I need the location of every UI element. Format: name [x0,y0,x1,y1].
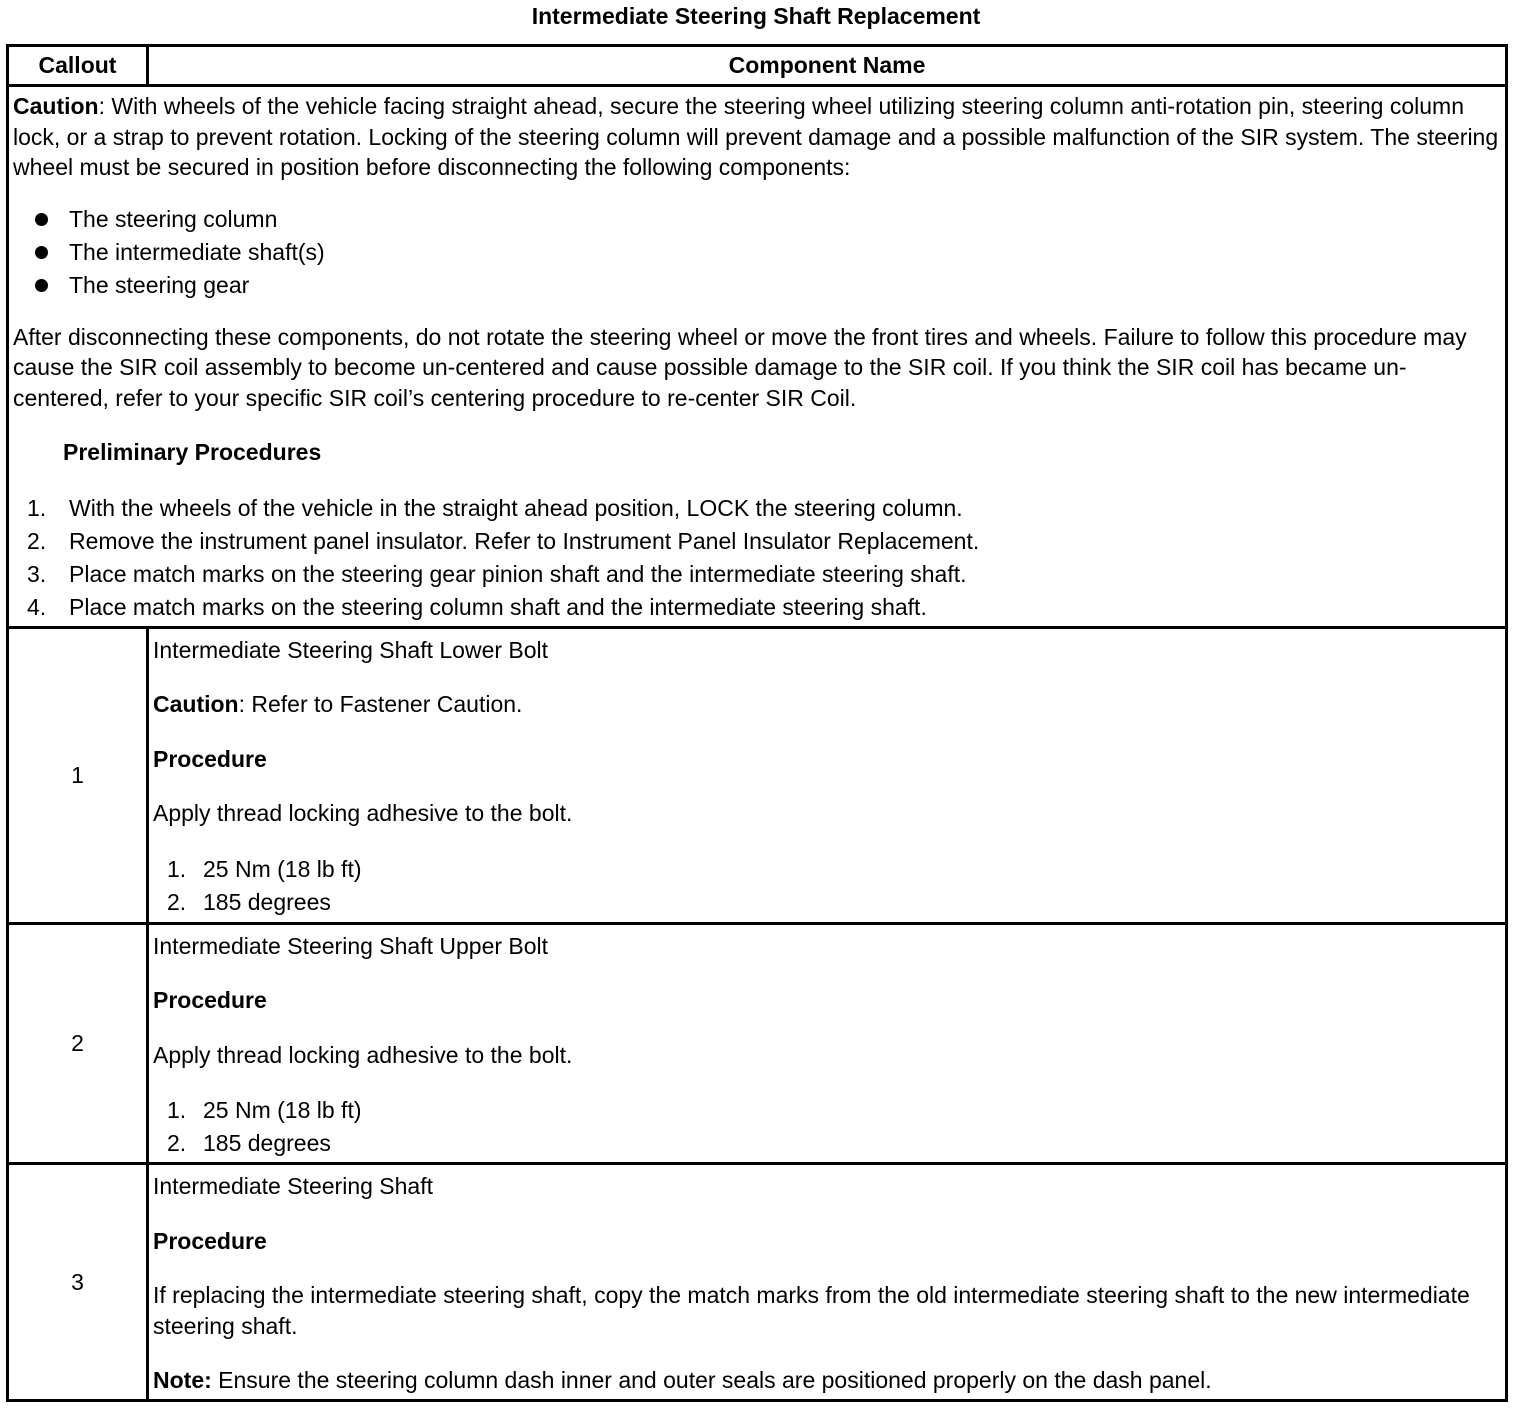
list-item: The steering column [31,203,1501,236]
procedure-text: Apply thread locking adhesive to the bolt. [153,800,573,826]
page-title: Intermediate Steering Shaft Replacement [531,3,981,29]
list-item: 1. 25 Nm (18 lb ft) [167,855,362,882]
table-row [8,627,1507,923]
list-item: 1. 25 Nm (18 lb ft) [167,1097,362,1123]
caution-text: : With wheels of the vehicle facing straight ahead, secure the steering wheel utilizing steering column anti-rotation pin, steering column lock, or a strap to prevent rotation. Locking of the steering column will prevent damage and a possible malfunction of the SIR system. The steering wheel must be secured in position before disconnecting the following components: [13,93,1499,180]
component-name: Intermediate Steering Shaft Upper Bolt [153,932,549,959]
component-name: Intermediate Steering Shaft Lower Bolt [153,636,549,663]
caution-label: Caution [13,93,99,119]
procedure-table [6,44,1508,1402]
caution-paragraph [13,91,1501,183]
list-item: 2. 185 degrees [167,888,331,915]
after-disconnect-paragraph: After disconnecting these components, do not rotate the steering wheel or move the front tires and wheels. Failure to follow this procedure may cause the SIR coil assembly to become un-centered and cause possible damage to the SIR coil. If you think the SIR coil has became un-centered, refer to your specific SIR coil’s centering procedure to re-center SIR Coil. [13,323,1467,411]
list-item: 2. Remove the instrument panel insulator. Refer to Instrument Panel Insulator Replacement. [27,527,980,554]
preliminary-heading: Preliminary Procedures [63,439,322,465]
component-cell [148,1164,1507,1401]
bullet-icon [35,213,48,226]
list-item: The intermediate shaft(s) [31,236,1501,269]
bullet-icon [35,246,48,259]
callout-number: 2 [8,923,148,1164]
table-row [8,1164,1507,1401]
torque-spec-list [153,853,1501,919]
torque-spec-list [153,1094,1501,1160]
list-item: The steering gear [31,269,1501,302]
callout-number: 3 [8,1164,148,1401]
seal-note: Note: Ensure the steering column dash inner and outer seals are positioned properly on the dash panel. [153,1367,1212,1393]
list-item: 1. With the wheels of the vehicle in the straight ahead position, LOCK the steering column. [27,494,963,521]
procedure-text: If replacing the intermediate steering shaft, copy the match marks from the old intermediate steering shaft to the new intermediate steering shaft. [153,1282,1470,1339]
component-header: Component Name [148,46,1507,86]
caution-bullet-list [13,203,1501,302]
bullet-icon [35,279,48,292]
component-cell [148,923,1507,1164]
fastener-caution: Caution: Refer to Fastener Caution. [153,691,523,717]
procedure-heading: Procedure [153,987,267,1013]
list-item: 2. 185 degrees [167,1130,331,1156]
list-item: 4. Place match marks on the steering column shaft and the intermediate steering shaft. [27,593,927,620]
procedure-heading: Procedure [153,745,267,772]
caution-cell [8,86,1507,628]
procedure-heading: Procedure [153,1227,267,1254]
caution-row [8,86,1507,628]
component-cell [148,627,1507,923]
callout-number: 1 [8,627,148,923]
procedure-text: Apply thread locking adhesive to the bolt. [153,1041,573,1068]
preliminary-steps [13,492,1501,624]
component-name: Intermediate Steering Shaft [153,1173,433,1199]
callout-header: Callout [8,46,148,86]
table-row [8,923,1507,1164]
table-header-row [8,46,1507,86]
list-item: 3. Place match marks on the steering gear pinion shaft and the intermediate steering shaft. [27,560,967,587]
